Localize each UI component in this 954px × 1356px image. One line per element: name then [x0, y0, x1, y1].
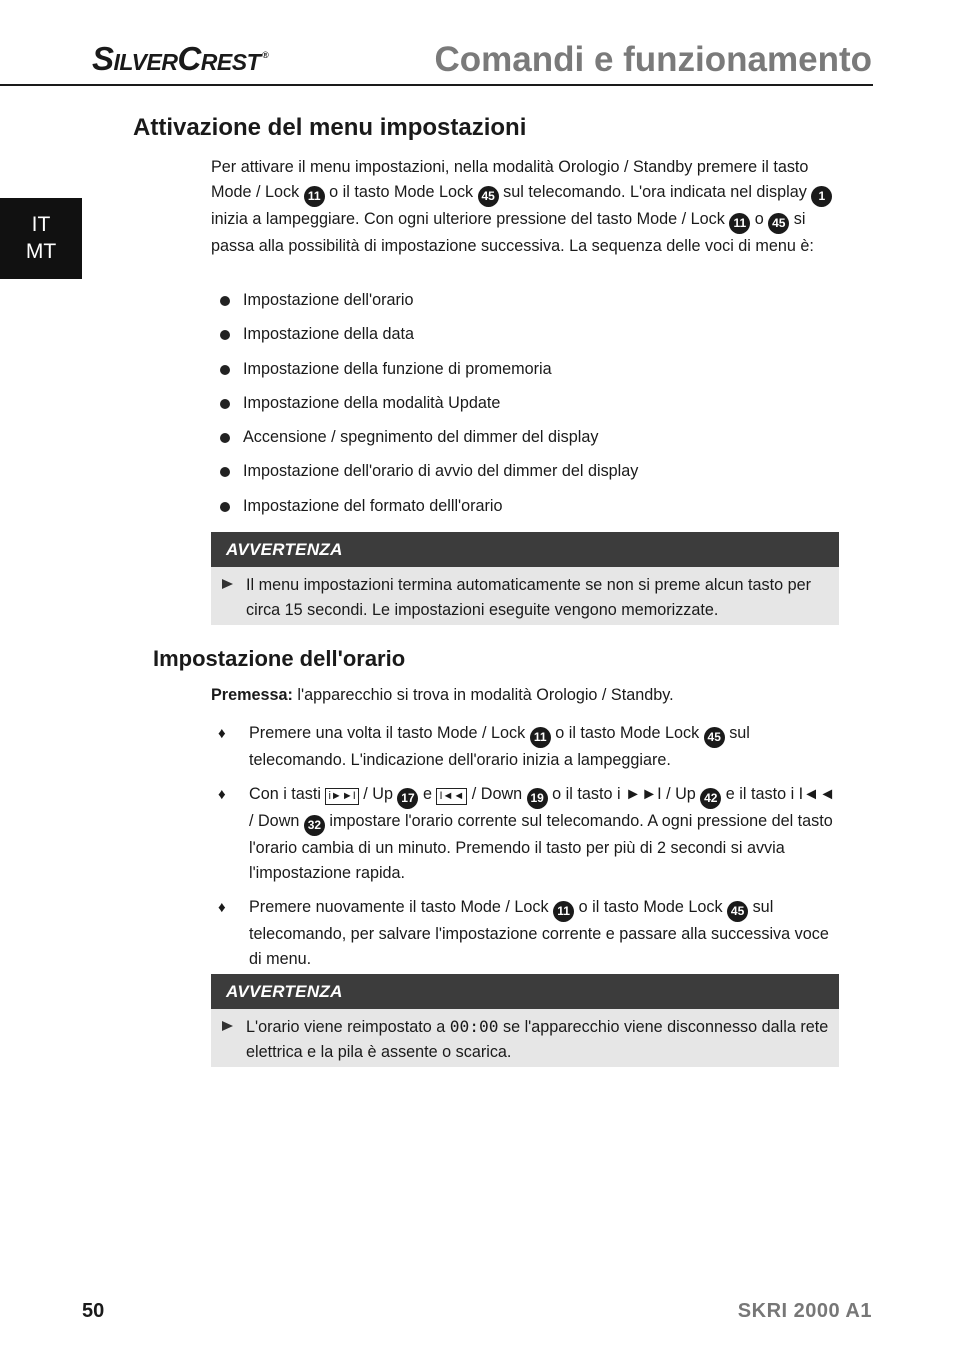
note-body: Il menu impostazioni termina automaticamente se non si preme alcun tasto per circa 15 secondi. Le impostazioni eseguite vengono memorizzate.: [211, 567, 839, 625]
skip-back-key-icon: I◄◄: [436, 788, 467, 805]
page-number: 50: [82, 1300, 105, 1322]
note-body: L'orario viene reimpostato a 00:00 se l'apparecchio viene disconnesso dalla rete elettrica e la pila è assente o scarica.: [211, 1009, 839, 1067]
language-tab: [0, 198, 82, 279]
page-title: Comandi e funzionamento: [434, 40, 872, 79]
list-item: Impostazione della data: [218, 322, 838, 356]
skip-forward-key-icon: i►►I: [325, 788, 358, 805]
ref-number-badge: 17: [397, 788, 418, 809]
list-item: Impostazione dell'orario di avvio del dimmer del display: [218, 459, 838, 493]
section-heading-menu-activation: Attivazione del menu impostazioni: [133, 114, 527, 141]
note-box-2: [211, 974, 839, 1067]
list-item: Impostazione dell'orario: [218, 288, 838, 322]
note-box-1: [211, 532, 839, 625]
ref-number-badge: 11: [530, 727, 551, 748]
model-name: SKRI 2000 A1: [737, 1300, 872, 1322]
step-item: ♦ Premere una volta il tasto Mode / Lock 11 o il tasto Mode Lock 45 sul telecomando. L'indicazione dell'orario inizia a lampeggiare.: [218, 721, 838, 773]
list-item: Accensione / spegnimento del dimmer del display: [218, 425, 838, 459]
note-heading: AVVERTENZA: [211, 532, 839, 567]
ref-number-badge: 1: [811, 186, 832, 207]
diamond-bullet-icon: ♦: [218, 725, 226, 742]
diamond-bullet-icon: ♦: [218, 899, 226, 916]
language-code-mt: MT: [25, 240, 57, 263]
list-item: Impostazione della funzione di promemoria: [218, 357, 838, 391]
ref-number-badge: 45: [768, 213, 789, 234]
ref-number-badge: 45: [727, 901, 748, 922]
steps-list: [218, 721, 838, 981]
intro-paragraph: Per attivare il menu impostazioni, nella modalità Orologio / Standby premere il tasto Mode / Lock 11 o il tasto Mode Lock 45 sul telecomando. L'ora indicata nel display 1 inizia a lampeggiare. Con ogni ulteriore pressione del tasto Mode / Lock 11 o 45 si passa alla possibilità di impostazione successiva. La sequenza delle voci di menu è:: [211, 155, 836, 259]
premise-label: Premessa:: [211, 686, 293, 704]
ref-number-badge: 11: [729, 213, 750, 234]
step-item: ♦ Con i tasti i►►I / Up 17 e I◄◄ / Down 19 o il tasto i ►►I / Up 42 e il tasto i I◄◄ / Down 32 impostare l'orario corrente sul telecomando. A ogni pressione del tasto l'orario cambia di un minuto. Premendo il tasto per più di 2 secondi si avvia l'impostazione rapida.: [218, 782, 838, 886]
ref-number-badge: 45: [704, 727, 725, 748]
ref-number-badge: 42: [700, 788, 721, 809]
list-item: Impostazione della modalità Update: [218, 391, 838, 425]
arrow-right-icon: [222, 579, 233, 589]
list-item: Impostazione del formato delll'orario: [218, 494, 838, 528]
header-rule: [0, 84, 873, 86]
diamond-bullet-icon: ♦: [218, 786, 226, 803]
note-heading: AVVERTENZA: [211, 974, 839, 1009]
step-item: ♦ Premere nuovamente il tasto Mode / Lock 11 o il tasto Mode Lock 45 sul telecomando, per salvare l'impostazione corrente e passare alla successiva voce di menu.: [218, 895, 838, 972]
arrow-right-icon: [222, 1021, 233, 1031]
ref-number-badge: 11: [304, 186, 325, 207]
language-code-it: IT: [31, 213, 51, 236]
ref-number-badge: 32: [304, 815, 325, 836]
section-heading-time-setting: Impostazione dell'orario: [153, 646, 406, 671]
menu-sequence-list: [218, 288, 838, 528]
ref-number-badge: 45: [478, 186, 499, 207]
ref-number-badge: 19: [527, 788, 548, 809]
display-code: 00:00: [449, 1017, 499, 1036]
premise-paragraph: Premessa: l'apparecchio si trova in modalità Orologio / Standby.: [211, 686, 674, 704]
brand-logo: SilverCrest ®: [92, 40, 269, 77]
ref-number-badge: 11: [553, 901, 574, 922]
